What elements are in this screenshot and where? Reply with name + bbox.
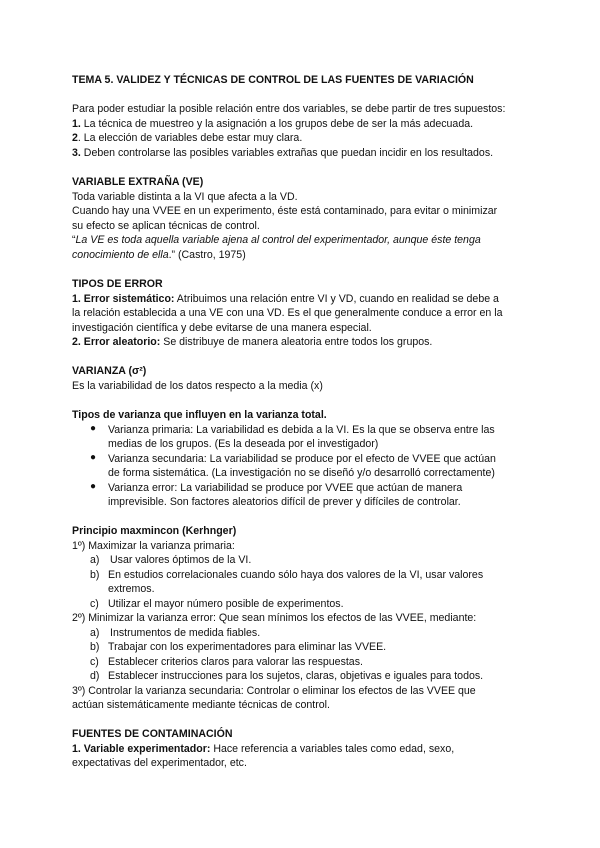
list-letter: d) <box>90 670 100 682</box>
intro-lead: Para poder estudiar la posible relación entre dos variables, se debe partir de tres supuestos: <box>72 103 506 115</box>
list-letter: a) <box>90 627 100 639</box>
bullet-line: Varianza error: La variabilidad se produce por VVEE que actúan de manera <box>108 482 463 494</box>
bullet-icon: ● <box>90 423 97 434</box>
ve-line: su efecto se aplican técnicas de control. <box>72 220 260 232</box>
list-item-text: Establecer instrucciones para los sujetos, claras, objetivas e iguales para todos. <box>108 670 484 682</box>
quote-mark: “ <box>72 234 76 246</box>
error-line: investigación científica y debe evitarse de una manera especial. <box>72 322 372 334</box>
quote-text: conocimiento de ella <box>72 249 169 261</box>
bullet-icon: ● <box>90 452 97 463</box>
ve-heading: VARIABLE EXTRAÑA (VE) <box>72 176 204 188</box>
fuentes-label: 1. Variable experimentador: <box>72 743 211 755</box>
intro-item-number: 3. <box>72 147 81 159</box>
ve-line: Cuando hay una VVEE en un experimento, éste está contaminado, para evitar o minimizar <box>72 205 498 217</box>
tipos-heading: Tipos de varianza que influyen en la varianza total. <box>72 409 327 421</box>
error-line: la relación establecida a una VE con una VD. Es el que generalmente conduce a error en la <box>72 307 503 319</box>
principio-step: 3º) Controlar la varianza secundaria: Controlar o eliminar los efectos de las VVEE que <box>72 685 476 697</box>
quote-citation: .” (Castro, 1975) <box>168 249 246 261</box>
list-item-text: Instrumentos de medida fiables. <box>110 627 261 639</box>
document-title: TEMA 5. VALIDEZ Y TÉCNICAS DE CONTROL DE LAS FUENTES DE VARIACIÓN <box>72 74 474 86</box>
intro-item-3 <box>72 146 493 160</box>
bullet-line: Varianza primaria: La variabilidad es debida a la VI. Es la que se observa entre las <box>108 424 495 436</box>
fuentes-text: Hace referencia a variables tales como edad, sexo, <box>210 743 455 755</box>
error-random <box>72 335 432 349</box>
list-item-text: Usar valores óptimos de la VI. <box>110 554 252 566</box>
error-text: Atribuimos una relación entre VI y VD, cuando en realidad se debe a <box>174 293 499 305</box>
bullet-line: de forma sistemática. (La investigación no se diseñó y/o desarrolló correctamente) <box>108 467 495 479</box>
list-letter: c) <box>90 598 99 610</box>
quote-text: La VE es toda aquella variable ajena al control del experimentador, aunque éste tenga <box>75 234 481 246</box>
error-text: Se distribuye de manera aleatoria entre todos los grupos. <box>160 336 433 348</box>
intro-item-text: . La elección de variables debe estar muy clara. <box>77 132 303 144</box>
error-systematic <box>72 292 499 306</box>
fuentes-line: expectativas del experimentador, etc. <box>72 757 247 769</box>
bullet-line: imprevisible. Son factores aleatorios difícil de prever y difíciles de controlar. <box>108 496 461 508</box>
ve-quote <box>72 233 481 247</box>
error-label: 1. Error sistemático: <box>72 293 175 305</box>
list-letter: a) <box>90 554 100 566</box>
list-item-text: En estudios correlacionales cuando sólo haya dos valores de la VI, usar valores <box>108 569 484 581</box>
intro-item-number: 1. <box>72 118 81 130</box>
list-item-text: Utilizar el mayor número posible de experimentos. <box>108 598 344 610</box>
bullet-line: medias de los grupos. (Es la deseada por el investigador) <box>108 438 379 450</box>
principio-heading: Principio maxmincon (Kerhnger) <box>72 525 237 537</box>
intro-item-2 <box>72 131 302 145</box>
list-item-text: extremos. <box>108 583 155 595</box>
bullet-icon: ● <box>90 481 97 492</box>
errors-heading: TIPOS DE ERROR <box>72 278 163 290</box>
ve-quote <box>72 248 246 262</box>
error-label: 2. Error aleatorio: <box>72 336 161 348</box>
varianza-definition: Es la variabilidad de los datos respecto a la media (x) <box>72 380 323 392</box>
fuentes-heading: FUENTES DE CONTAMINACIÓN <box>72 728 233 740</box>
list-letter: c) <box>90 656 99 668</box>
intro-item-number: 2 <box>72 132 78 144</box>
list-letter: b) <box>90 641 100 653</box>
intro-item-text: Deben controlarse las posibles variables extrañas que puedan incidir en los resultados. <box>80 147 494 159</box>
varianza-heading: VARIANZA (σ²) <box>72 365 147 377</box>
list-item-text: Establecer criterios claros para valorar las respuestas. <box>108 656 363 668</box>
fuentes-item <box>72 742 454 756</box>
list-letter: b) <box>90 569 100 581</box>
intro-item-1 <box>72 117 473 131</box>
principio-step: actúan sistemáticamente mediante técnicas de control. <box>72 699 330 711</box>
ve-line: Toda variable distinta a la VI que afecta a la VD. <box>72 191 298 203</box>
bullet-line: Varianza secundaria: La variabilidad se produce por el efecto de VVEE que actúan <box>108 453 496 465</box>
principio-step: 1º) Maximizar la varianza primaria: <box>72 540 235 552</box>
list-item-text: Trabajar con los experimentadores para eliminar las VVEE. <box>108 641 387 653</box>
principio-step: 2º) Minimizar la varianza error: Que sean mínimos los efectos de las VVEE, mediante: <box>72 612 477 624</box>
intro-item-text: La técnica de muestreo y la asignación a los grupos debe de ser la más adecuada. <box>80 118 474 130</box>
